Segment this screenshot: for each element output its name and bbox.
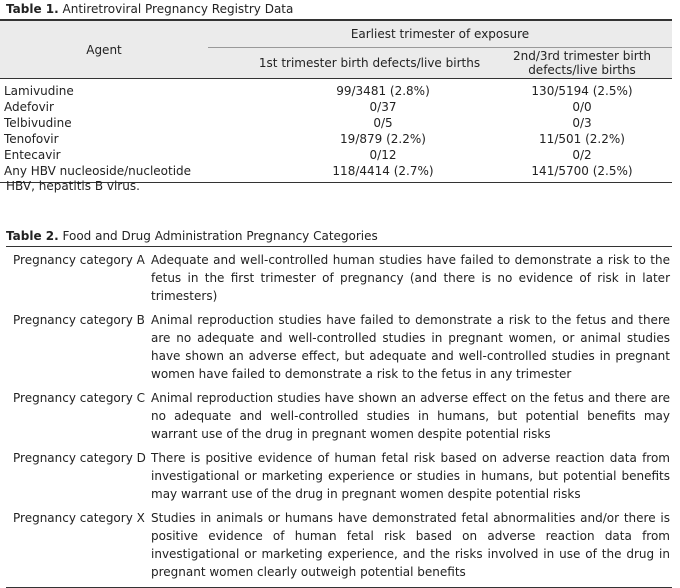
antiretroviral-registry-table	[0, 19, 672, 183]
table-row	[6, 247, 672, 312]
category-cell: Pregnancy category C	[13, 391, 145, 405]
category-cell: Pregnancy category X	[13, 511, 145, 525]
table2-title: Food and Drug Administration Pregnancy Categories	[62, 229, 378, 243]
table-row	[0, 115, 672, 131]
table1-header-row-1	[0, 20, 672, 48]
second-third-trimester-cell: 141/5700 (2.5%)	[492, 163, 672, 183]
first-trimester-cell: 118/4414 (2.7%)	[208, 163, 492, 183]
fda-pregnancy-categories-table	[6, 246, 672, 588]
table1-title: Antiretroviral Pregnancy Registry Data	[62, 2, 294, 16]
category-cell: Pregnancy category B	[13, 313, 145, 327]
table-row	[6, 449, 672, 509]
agent-cell: Lamivudine	[0, 79, 208, 100]
second-third-trimester-cell: 0/2	[572, 148, 592, 162]
agent-cell: Any HBV nucleoside/nucleotide	[0, 163, 208, 183]
table-row	[6, 389, 672, 449]
first-trimester-cell: 0/5	[373, 116, 393, 130]
agent-column-header: Agent	[0, 20, 208, 79]
table-row	[6, 311, 672, 389]
definition-cell: Animal reproduction studies have shown an adverse effect on the fetus and there are no adequate and well-controlled studies in humans, but potential benefits may warrant use of the drug in pregnant women despite potential risks	[151, 391, 670, 441]
earliest-trimester-header: Earliest trimester of exposure	[208, 20, 672, 48]
definition-cell: There is positive evidence of human fetal risk based on adverse reaction data from investigational or marketing experience or studies in humans, but potential benefits may warrant use of the drug in pregnant women despite potential risks	[151, 451, 670, 501]
table-row	[0, 147, 672, 163]
table-row	[6, 509, 672, 588]
table-row	[0, 99, 672, 115]
second-third-trimester-cell: 0/0	[572, 100, 592, 114]
agent-cell: Telbivudine	[4, 116, 72, 130]
first-trimester-cell: 19/879 (2.2%)	[340, 132, 426, 146]
table2-label: Table 2.	[6, 229, 59, 243]
second-third-trimester-cell: 130/5194 (2.5%)	[492, 79, 672, 100]
definition-cell: Animal reproduction studies have failed to demonstrate a risk to the fetus and there are no adequate and well-controlled studies in pregnant women, or animal studies have shown an adverse effect, but adequate and well-controlled studies in pregnant women have failed to demonstrate a risk to the fetus in any trimester	[151, 313, 670, 381]
first-trimester-cell: 0/37	[369, 100, 397, 114]
category-cell: Pregnancy category D	[13, 451, 146, 465]
second-third-trimester-header: 2nd/3rd trimester birth defects/live births	[512, 49, 652, 77]
first-trimester-cell: 99/3481 (2.8%)	[208, 79, 492, 100]
second-third-trimester-cell: 0/3	[572, 116, 592, 130]
second-third-trimester-cell: 11/501 (2.2%)	[539, 132, 625, 146]
category-cell: Pregnancy category A	[13, 253, 145, 267]
table2-caption	[6, 229, 378, 243]
table1-footnote: HBV, hepatitis B virus.	[6, 179, 140, 193]
table-row	[0, 79, 672, 100]
first-trimester-header: 1st trimester birth defects/live births	[258, 56, 481, 70]
definition-cell: Adequate and well-controlled human studies have failed to demonstrate a risk to the fetus in the first trimester of pregnancy (and there is no evidence of risk in later trimesters)	[151, 253, 670, 303]
agent-cell: Tenofovir	[4, 132, 59, 146]
agent-cell: Adefovir	[4, 100, 54, 114]
first-trimester-cell: 0/12	[369, 148, 397, 162]
table1-caption	[6, 2, 293, 16]
agent-cell: Entecavir	[4, 148, 61, 162]
table-row	[0, 131, 672, 147]
table1-label: Table 1.	[6, 2, 59, 16]
definition-cell: Studies in animals or humans have demonstrated fetal abnormalities and/or there is positive evidence of human fetal risk based on adverse reaction data from investigational or marketing experience, and the risks involved in use of the drug in pregnant women clearly outweigh potential benefits	[151, 511, 670, 579]
